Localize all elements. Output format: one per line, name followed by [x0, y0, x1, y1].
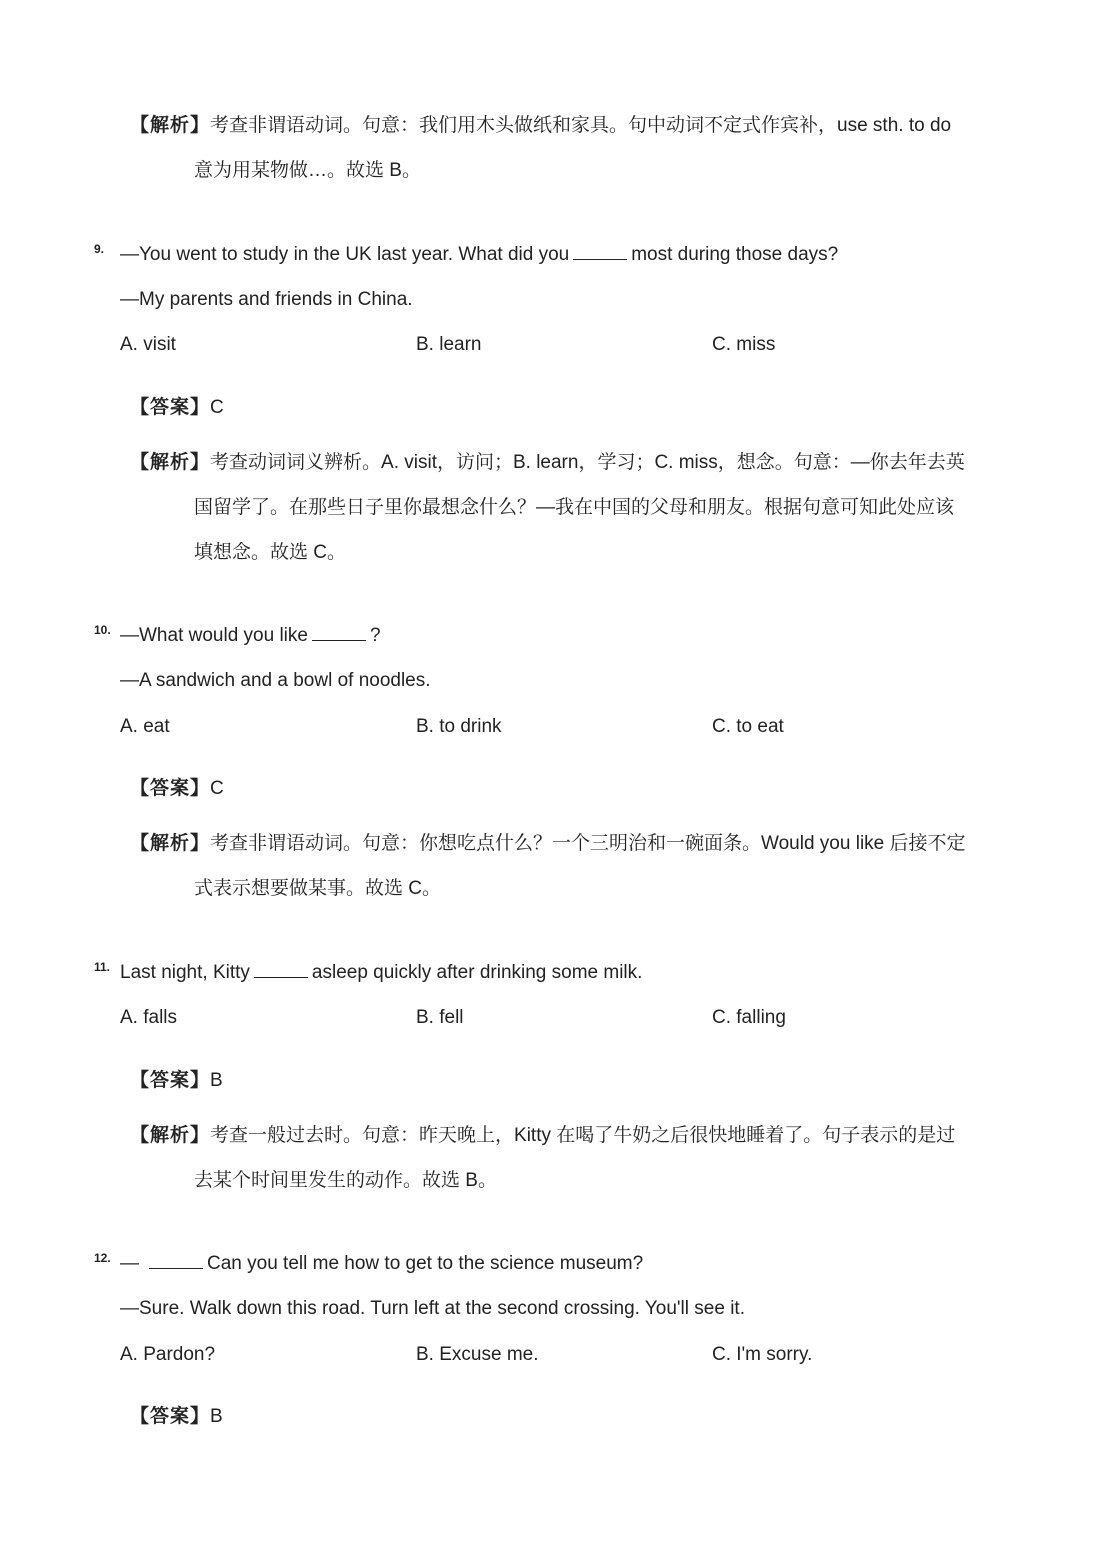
- explanation-text: 考查一般过去时。句意：昨天晚上，Kitty 在喝了牛奶之后很快地睡着了。句子表示的是过: [210, 1125, 956, 1146]
- question-stem: [120, 1252, 643, 1276]
- question-dialogue-line: —Sure. Walk down this road. Turn left at the second crossing. You'll see it.: [120, 1298, 745, 1319]
- option-b: B. Excuse me.: [416, 1344, 539, 1365]
- explanation-tag: 【解析】: [130, 452, 211, 473]
- option-c: C. falling: [712, 1007, 786, 1028]
- stem-text-after: ?: [369, 625, 381, 646]
- explanation-line: 填想念。故选 C。: [194, 542, 347, 563]
- explanation-line: 意为用某物做…。故选 B。: [194, 160, 421, 181]
- answer-line: [130, 1069, 223, 1093]
- option-b: B. learn: [416, 334, 482, 355]
- explanation-line: 国留学了。在那些日子里你最想念什么？—我在中国的父母和朋友。根据句意可知此处应该: [194, 497, 955, 518]
- answer-blank: [312, 626, 366, 641]
- question-dialogue-line: —My parents and friends in China.: [120, 289, 413, 310]
- answer-value: C: [210, 778, 224, 799]
- explanation-line: [130, 1124, 955, 1148]
- explanation-text: 考查非谓语动词。句意：你想吃点什么？一个三明治和一碗面条。Would you like 后接不定: [210, 833, 966, 854]
- explanation-line: [130, 114, 951, 138]
- stem-text-before: Last night, Kitty: [120, 962, 250, 983]
- option-a: A. falls: [120, 1007, 178, 1028]
- option-c: C. to eat: [712, 716, 784, 737]
- stem-text-after: asleep quickly after drinking some milk.: [311, 962, 643, 983]
- option-c: C. miss: [712, 334, 776, 355]
- question-stem: [120, 243, 838, 267]
- answer-tag: 【答案】: [130, 1406, 211, 1427]
- question-stem: [120, 961, 642, 985]
- answer-tag: 【答案】: [130, 1070, 211, 1091]
- answer-value: C: [210, 397, 224, 418]
- explanation-text: 考查动词词义辨析。A. visit，访问；B. learn，学习；C. miss，想念。句意：—你去年去英: [210, 452, 965, 473]
- option-c: C. I'm sorry.: [712, 1344, 813, 1365]
- answer-value: B: [210, 1070, 223, 1091]
- answer-blank: [149, 1254, 203, 1269]
- explanation-tag: 【解析】: [130, 115, 211, 136]
- explanation-line: 式表示想要做某事。故选 C。: [194, 878, 442, 899]
- answer-blank: [254, 963, 308, 978]
- stem-text-before: —What would you like: [120, 625, 308, 646]
- stem-text-before: —: [120, 1253, 139, 1274]
- explanation-line: [130, 832, 966, 856]
- answer-tag: 【答案】: [130, 397, 211, 418]
- question-number: 11.: [94, 960, 111, 974]
- answer-line: [130, 396, 224, 420]
- option-a: A. visit: [120, 334, 176, 355]
- stem-text-before: —You went to study in the UK last year. What did you: [120, 244, 570, 265]
- option-b: B. fell: [416, 1007, 464, 1028]
- option-b: B. to drink: [416, 716, 502, 737]
- explanation-line: [130, 451, 965, 475]
- answer-value: B: [210, 1406, 223, 1427]
- stem-text-after: Can you tell me how to get to the science museum?: [207, 1253, 644, 1274]
- explanation-tag: 【解析】: [130, 1125, 211, 1146]
- answer-line: [130, 1405, 223, 1429]
- explanation-line: 去某个时间里发生的动作。故选 B。: [194, 1170, 497, 1191]
- option-a: A. Pardon?: [120, 1344, 216, 1365]
- option-a: A. eat: [120, 716, 170, 737]
- explanation-tag: 【解析】: [130, 833, 211, 854]
- answer-blank: [573, 245, 627, 260]
- question-number: 9.: [94, 242, 105, 256]
- question-number: 12.: [94, 1251, 111, 1265]
- question-number: 10.: [94, 623, 111, 637]
- explanation-text: 考查非谓语动词。句意：我们用木头做纸和家具。句中动词不定式作宾补，use sth. to do: [210, 115, 952, 136]
- answer-line: [130, 777, 224, 801]
- answer-tag: 【答案】: [130, 778, 211, 799]
- question-stem: [120, 624, 381, 648]
- stem-text-after: most during those days?: [631, 244, 839, 265]
- question-dialogue-line: —A sandwich and a bowl of noodles.: [120, 670, 431, 691]
